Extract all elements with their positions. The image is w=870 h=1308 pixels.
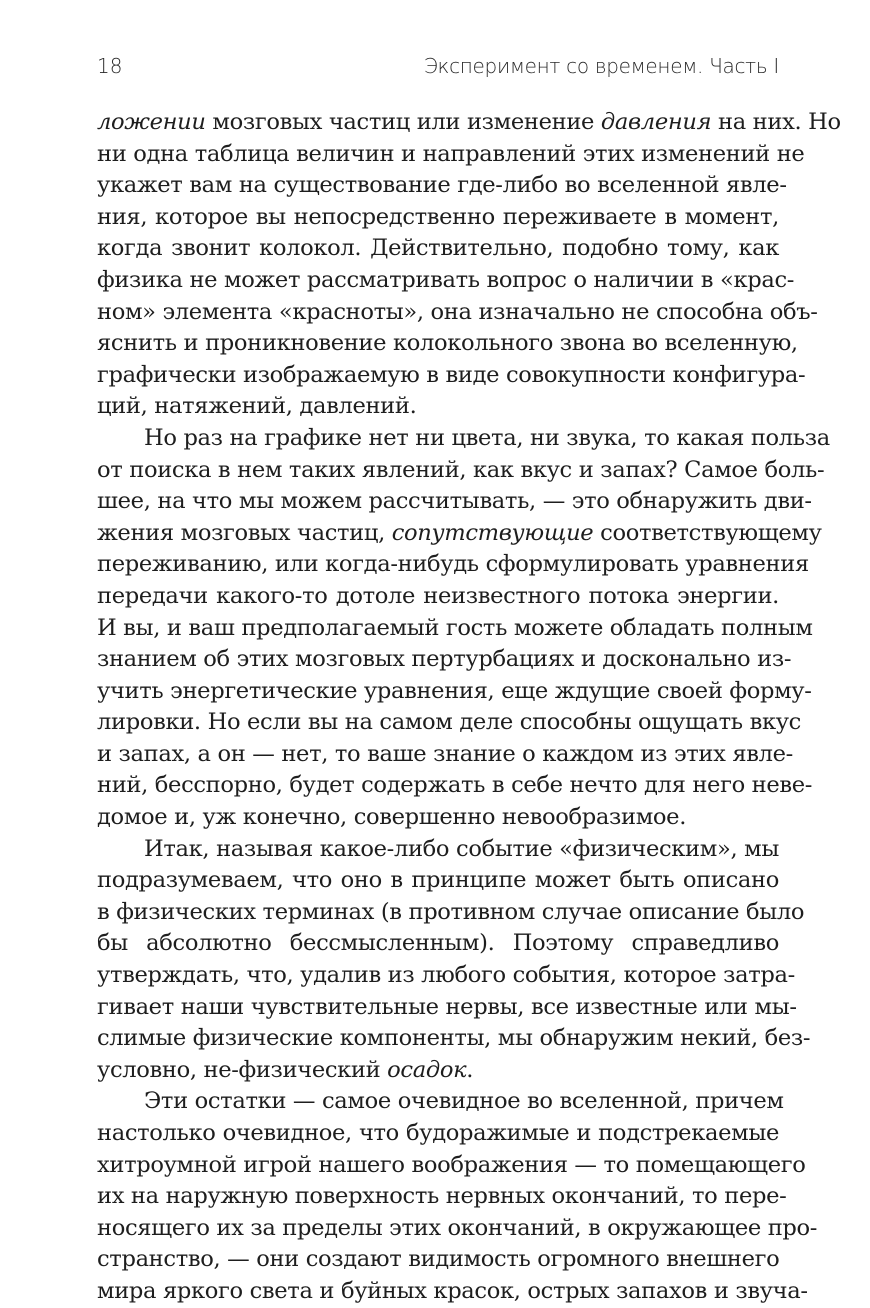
text-line — [97, 1055, 779, 1087]
text-line — [97, 360, 806, 392]
text-run: носящего их за пределы этих окончаний, в окружающее про- — [97, 1214, 818, 1241]
text-run: ном» элемента «красноты», она изначально не способна объ- — [97, 298, 818, 325]
text-run: и запах, а он — нет, то ваше знание о каждом из этих явле- — [97, 740, 793, 767]
italic-text: ложении — [97, 109, 206, 135]
text-run: странство, — они создают видимость огромного внешнего — [97, 1246, 780, 1273]
text-line — [97, 1150, 806, 1182]
text-line — [97, 423, 830, 455]
text-line — [97, 549, 809, 581]
text-run: их на наружную поверхность нервных окончаний, то пере- — [97, 1183, 787, 1210]
text-run: передачи какого-то дотоле неизвестного потока энергии. — [97, 582, 779, 609]
text-line — [97, 391, 779, 423]
text-run: ни одна таблица величин и направлений этих изменений не — [97, 140, 805, 167]
text-run: настолько очевидное, что будоражимые и подстрекаемые — [97, 1120, 779, 1146]
text-line — [97, 139, 805, 171]
text-run: домое и, уж конечно, совершенно невообразимое. — [97, 804, 687, 831]
text-run: графически изображаемую в виде совокупности конфигура- — [97, 361, 806, 388]
text-line — [97, 170, 787, 202]
text-run: ций, натяжений, давлений. — [97, 393, 417, 420]
text-run: знанием об этих мозговых пертурбациях и досконально из- — [97, 646, 792, 673]
text-run: хитроумной игрой нашего воображения — то помещающего — [97, 1151, 806, 1178]
text-line — [97, 897, 805, 929]
text-run: условно, не-физический — [97, 1056, 388, 1083]
text-run: переживанию, или когда-нибудь сформулировать уравнения — [97, 551, 809, 578]
text-run: Но раз на графике нет ни цвета, ни звука, то какая польза — [144, 424, 830, 451]
text-run: жения мозговых частиц, — [97, 519, 392, 546]
italic-text: давления — [600, 109, 712, 135]
text-line — [97, 328, 798, 360]
text-line — [97, 613, 813, 645]
text-line — [97, 739, 793, 771]
text-line — [97, 992, 797, 1024]
text-run: шее, на что мы можем рассчитывать, — это обнаружить дви- — [97, 488, 812, 515]
text-line — [97, 233, 779, 265]
paragraph — [97, 107, 841, 423]
text-run: ний, бесспорно, будет содержать в себе нечто для него неве- — [97, 772, 813, 799]
text-line — [97, 928, 779, 960]
text-run: . — [466, 1056, 474, 1083]
text-line — [97, 1276, 808, 1308]
text-line — [97, 518, 822, 550]
text-line — [97, 1118, 779, 1150]
text-line — [97, 265, 795, 297]
paragraph — [97, 834, 811, 1087]
text-run: Итак, называя какое-либо событие «физическим», мы — [144, 835, 779, 862]
text-run: мозговых частиц или изменение — [205, 109, 601, 135]
text-run: на них. Но — [711, 109, 841, 135]
page-header — [97, 50, 779, 84]
text-run: лировки. Но если вы на самом деле способны ощущать вкус — [97, 709, 801, 736]
italic-text: сопутствующие — [391, 519, 594, 546]
text-run: гивает наши чувствительные нервы, все известные или мы- — [97, 993, 797, 1020]
text-line — [97, 770, 813, 802]
text-line — [97, 581, 779, 613]
text-run: бы абсолютно бессмысленным). Поэтому справедливо — [97, 930, 779, 957]
text-line — [97, 1213, 818, 1245]
text-line — [97, 865, 779, 897]
text-run: укажет вам на существование где-либо во вселенной явле- — [97, 172, 787, 199]
text-run: мира яркого света и буйных красок, острых запахов и звуча- — [97, 1277, 808, 1304]
text-run: ния, которое вы непосредственно переживаете в момент, — [97, 203, 779, 230]
text-run: утверждать, что, удалив из любого события, которое затра- — [97, 962, 795, 989]
page-number: 18 — [97, 54, 123, 78]
text-run: слимые физические компоненты, мы обнаружим некий, без- — [97, 1025, 811, 1052]
text-line — [97, 1086, 784, 1118]
text-line — [97, 834, 779, 866]
text-run: яснить и проникновение колокольного звона во вселенную, — [97, 330, 798, 357]
text-line — [97, 1181, 787, 1213]
text-run: когда звонит колокол. Действительно, подобно тому, как — [97, 235, 779, 262]
text-line — [97, 107, 841, 139]
text-line — [97, 455, 825, 487]
paragraph — [97, 423, 830, 834]
text-run: от поиска в нем таких явлений, как вкус и запах? Самое боль- — [97, 456, 825, 483]
text-line — [97, 960, 795, 992]
paragraph — [97, 1086, 818, 1307]
body-text — [97, 107, 841, 1308]
text-line — [97, 644, 792, 676]
text-run: подразумеваем, что оно в принципе может быть описано — [97, 867, 779, 894]
text-line — [97, 297, 818, 329]
text-run: И вы, и ваш предполагаемый гость можете обладать полным — [97, 614, 813, 641]
text-line — [97, 486, 812, 518]
text-line — [97, 802, 779, 834]
text-run: в физических терминах (в противном случае описание было — [97, 898, 805, 925]
italic-text: осадок — [387, 1056, 467, 1083]
text-run: Эти остатки — самое очевидное во вселенной, причем — [144, 1088, 784, 1115]
text-line — [97, 202, 779, 234]
text-run: соответствующему — [593, 519, 822, 546]
text-run: учить энергетические уравнения, еще ждущие своей форму- — [97, 677, 812, 704]
text-run: физика не может рассматривать вопрос о наличии в «крас- — [97, 266, 795, 293]
text-line — [97, 1023, 811, 1055]
text-line — [97, 1244, 779, 1276]
text-line — [97, 676, 812, 708]
text-line — [97, 707, 801, 739]
running-title: Эксперимент со временем. Часть I — [423, 54, 779, 78]
